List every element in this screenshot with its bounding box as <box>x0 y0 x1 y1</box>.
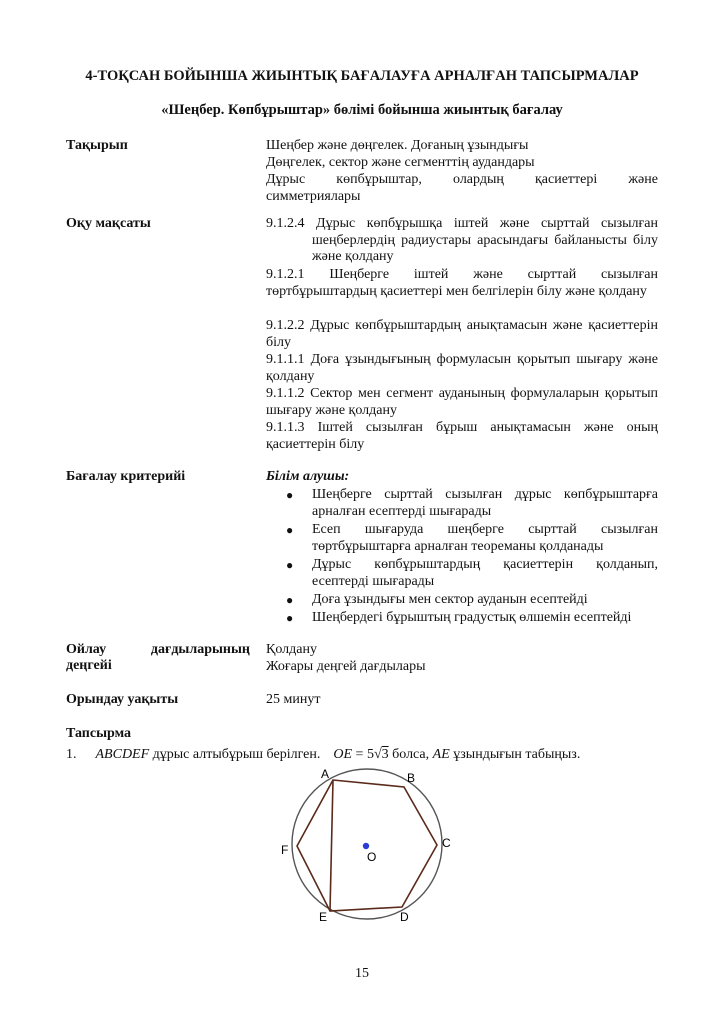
objective-text: Дұрыс көпбұрыштардың анықтамасын және қасиеттерін білу <box>266 318 658 350</box>
topic-line-3 <box>266 172 658 189</box>
vertex-label-a: A <box>321 767 330 781</box>
bullet-icon: ● <box>286 611 294 625</box>
segment-ae <box>330 780 333 911</box>
topic-label: Тақырып <box>66 138 128 153</box>
task-segment: AE <box>432 747 450 762</box>
time-value: 25 минут <box>266 692 321 707</box>
task-text: дұрыс алтыбұрыш берілген. <box>152 747 321 762</box>
task-statement <box>66 747 580 763</box>
vertex-label-e: E <box>319 910 328 924</box>
vertex-label-b: B <box>407 771 416 785</box>
thinking-values <box>266 642 658 676</box>
vertex-label-d: D <box>400 910 409 924</box>
topic-line-1: Шеңбер және дөңгелек. Доғаның ұзындығы <box>266 138 529 153</box>
thinking-label-word: Ойлау <box>66 642 107 657</box>
criteria-intro: Білім алушы: <box>266 469 350 484</box>
criteria-label: Бағалау критерийі <box>66 469 186 484</box>
objective-item <box>266 318 658 351</box>
task-figure-name: ABCDEF <box>95 747 150 762</box>
sqrt-icon: √ <box>373 747 382 762</box>
objective-code: 9.1.1.1 <box>266 352 305 367</box>
task-eq-radicand: 3 <box>381 747 389 762</box>
thinking-label-word: дағдыларының <box>150 642 250 657</box>
criteria-bullet-text: Шеңбердегі бұрыштың градустық өлшемін есептейді <box>312 610 632 625</box>
objective-code: 9.1.2.4 <box>266 216 305 231</box>
criteria-list <box>266 469 658 627</box>
bullet-icon: ● <box>286 488 294 502</box>
objectives-label: Оқу мақсаты <box>66 216 151 231</box>
task-text: ұзындығын табыңыз. <box>453 747 581 762</box>
topic-value <box>266 138 658 208</box>
thinking-value: Қолдану <box>266 642 317 657</box>
criteria-bullet-text: Доға ұзындығы мен сектор ауданын есептейді <box>312 592 588 607</box>
task-eq-coef: 5 <box>366 747 374 762</box>
thinking-label <box>66 642 250 674</box>
criteria-bullet-text: Есеп шығаруда шеңберге сырттай сызылған төртбұрыштарға арналған теореманы қолданады <box>312 522 658 554</box>
time-value-box <box>266 692 658 710</box>
center-point <box>363 843 369 849</box>
criteria-bullet-text: Шеңберге сырттай сызылған дұрыс көпбұрыштарға арналған есептерді шығарады <box>312 487 658 519</box>
task-heading: Тапсырма <box>66 726 132 741</box>
objective-item <box>266 216 658 266</box>
bullet-icon: ● <box>286 593 294 607</box>
time-label: Орындау уақыты <box>66 692 179 707</box>
hexagon-figure <box>270 765 460 930</box>
criteria-bullet-text: Дұрыс көпбұрыштардың қасиеттерін қолданып, есептерді шығарады <box>312 557 658 589</box>
objective-text: Дұрыс көпбұрышқа іштей және сырттай сызылған шеңберлердің радиустары арасындағы байланысты білу және қолдану <box>312 216 658 264</box>
bullet-icon: ● <box>286 523 294 537</box>
task-eq-lhs: OE <box>333 747 353 762</box>
task-text: болса, <box>392 747 430 762</box>
objective-text: Шеңберге іштей және сырттай сызылған төртбұрыштардың қасиеттері мен белгілерін білу және қолдану <box>266 267 658 299</box>
objective-item <box>266 386 658 419</box>
thinking-label-line2: деңгейі <box>66 658 112 673</box>
topic-word: олардың <box>453 172 504 187</box>
topic-word: және <box>628 172 658 187</box>
objective-item <box>266 420 658 453</box>
topic-word: қасиеттері <box>534 172 598 187</box>
document-title: 4-ТОҚСАН БОЙЫНША ЖИЫНТЫҚ БАҒАЛАУҒА АРНАЛҒАН ТАПСЫРМАЛАР <box>85 68 639 84</box>
objective-item <box>266 267 658 300</box>
objective-code: 9.1.2.2 <box>266 318 305 333</box>
center-label-o: O <box>367 850 377 864</box>
topic-word: көпбұрыштар, <box>336 172 422 187</box>
thinking-value: Жоғары деңгей дағдылары <box>266 659 426 674</box>
objective-item <box>266 352 658 385</box>
topic-line-4: симметриялары <box>266 189 361 204</box>
topic-word: Дұрыс <box>266 172 306 187</box>
vertex-label-f: F <box>281 843 289 857</box>
objective-text: Іштей сызылған бұрыш анықтамасын және оның қасиеттерін білу <box>266 420 659 452</box>
objective-code: 9.1.1.2 <box>266 386 305 401</box>
vertex-label-c: C <box>442 836 451 850</box>
bullet-icon: ● <box>286 558 294 572</box>
objective-code: 9.1.1.3 <box>266 420 305 435</box>
task-number: 1. <box>66 747 77 762</box>
topic-line-2: Дөңгелек, сектор және сегменттің аудандары <box>266 155 535 170</box>
objectives-list <box>266 216 659 452</box>
task-eq-sign: = <box>355 747 364 762</box>
objective-code: 9.1.2.1 <box>266 267 305 282</box>
page-number: 15 <box>355 966 369 981</box>
objective-text: Сектор мен сегмент ауданының формулаларын қорытып шығару және қолдану <box>266 386 658 418</box>
objective-text: Доға ұзындығының формуласын қорытып шығару және қолдану <box>266 352 659 384</box>
document-subtitle: «Шеңбер. Көпбұрыштар» бөлімі бойынша жиынтық бағалау <box>161 102 563 118</box>
